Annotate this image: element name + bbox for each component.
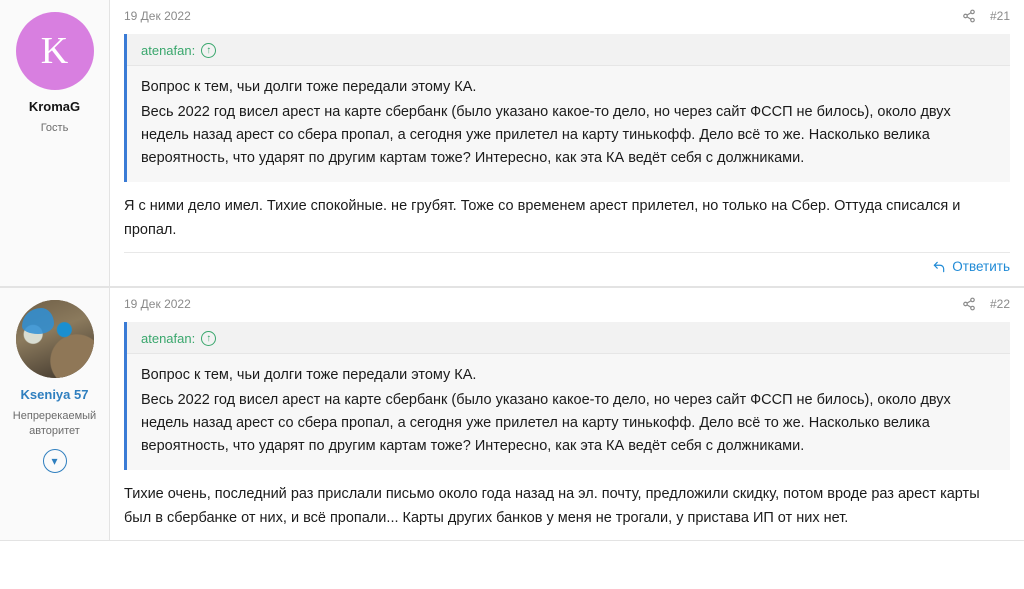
share-icon[interactable] [962, 9, 976, 23]
post-text [124, 480, 1010, 540]
post-header-right [962, 9, 1010, 23]
post-content [110, 316, 1024, 540]
post-content [110, 28, 1024, 252]
post-21 [0, 0, 1024, 287]
quote-paragraph: Вопрос к тем, чьи долги тоже передали этому КА. [141, 367, 477, 383]
quote-block [124, 34, 1010, 182]
post-number[interactable]: #21 [989, 9, 1010, 23]
quote-paragraph: Весь 2022 год висел арест на карте сбербанк (было указано какое-то дело, но через сайт ФССП не билось), около двух недель назад арест со сбера пропал, а сегодня уже прилетел на карту тинькофф. Дело всё то же. Насколько велика вероятность, что ударят по другим картам тоже? Интересно, как эта КА ведёт себя с должниками. [141, 392, 951, 454]
post-date[interactable]: 19 Дек 2022 [124, 297, 191, 311]
post-author-column [0, 288, 110, 540]
avatar[interactable] [16, 300, 94, 378]
author-title: Гость [40, 122, 69, 134]
avatar-letter: K [40, 30, 69, 72]
chevron-down-circle-icon: ▾ [43, 449, 67, 473]
quote-body [127, 354, 1010, 470]
avatar-wrapper [6, 12, 103, 90]
share-icon[interactable] [962, 297, 976, 311]
quote-header [127, 322, 1010, 354]
arrow-up-circle-icon[interactable]: ↑ [201, 43, 216, 58]
quote-paragraph: Вопрос к тем, чьи долги тоже передали этому КА. [141, 79, 477, 95]
avatar[interactable] [16, 12, 94, 90]
cat-photo-icon [16, 300, 94, 378]
author-title: Непререкаемый авторитет [12, 410, 97, 437]
quote-author[interactable]: atenafan: [141, 43, 196, 58]
reply-arrow-icon [932, 260, 946, 274]
author-name[interactable]: KromaG [28, 99, 81, 114]
post-text-paragraph: Тихие очень, последний раз прислали письмо около года назад на эл. почту, предложили скидку, потом вроде раз арест карты был в сбербанке от них, и всё пропали... Карты других банков у меня не трогали, у пристава ИП от них нет. [124, 486, 980, 526]
post-22 [0, 287, 1024, 541]
post-body-column [110, 0, 1024, 286]
post-number[interactable]: #22 [989, 297, 1010, 311]
quote-author[interactable]: atenafan: [141, 331, 196, 346]
arrow-up-circle-icon[interactable]: ↑ [201, 331, 216, 346]
reply-button[interactable] [932, 259, 1010, 274]
reply-label: Ответить [952, 259, 1010, 274]
quote-header [127, 34, 1010, 66]
author-name[interactable]: Kseniya 57 [20, 387, 89, 402]
post-header [110, 0, 1024, 28]
post-text-paragraph: Я с ними дело имел. Тихие спокойные. не грубят. Тоже со временем арест прилетел, но только на Сбер. Оттуда списался и пропал. [124, 198, 961, 238]
quote-body [127, 66, 1010, 182]
quote-paragraph: Весь 2022 год висел арест на карте сбербанк (было указано какое-то дело, но через сайт ФССП не билось), около двух недель назад арест со сбера пропал, а сегодня уже прилетел на карту тинькофф. Дело всё то же. Насколько велика вероятность, что ударят по другим картам тоже? Интересно, как эта КА ведёт себя с должниками. [141, 104, 951, 166]
post-header-right [962, 297, 1010, 311]
avatar-wrapper [6, 300, 103, 378]
post-date[interactable]: 19 Дек 2022 [124, 9, 191, 23]
post-text [124, 192, 1010, 252]
post-footer [110, 253, 1024, 286]
post-header [110, 288, 1024, 316]
post-body-column [110, 288, 1024, 540]
post-author-column [0, 0, 110, 286]
quote-block [124, 322, 1010, 470]
